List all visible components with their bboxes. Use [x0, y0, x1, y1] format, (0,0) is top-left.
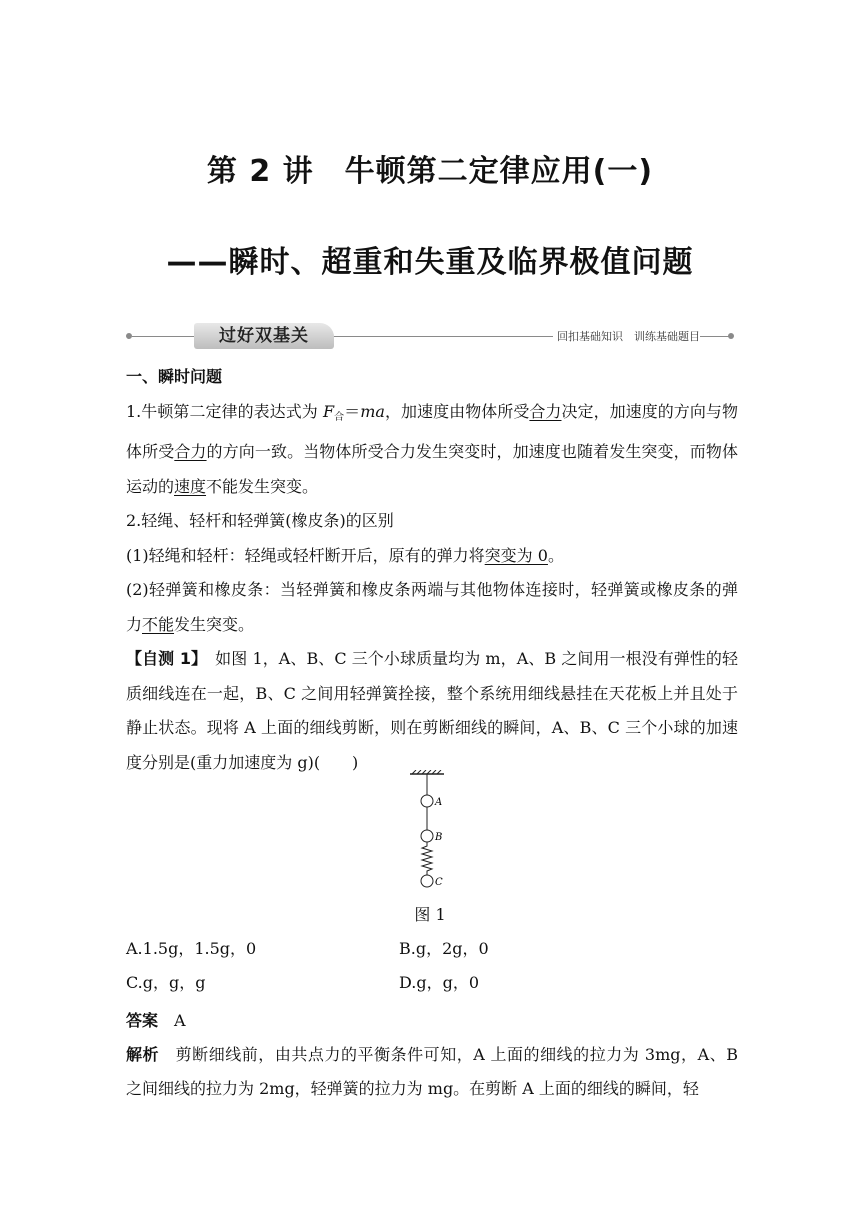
section-heading: 一、瞬时问题: [126, 367, 223, 386]
option-d: D.g，g，0: [399, 973, 480, 992]
answer-line: 答案 A: [126, 1011, 186, 1030]
lecture-title: 第 2 讲 牛顿第二定律应用(一): [206, 154, 654, 189]
label-b: B: [435, 832, 443, 843]
option-c: C.g，g，g: [126, 973, 206, 992]
paragraph-4: (2)轻弹簧和橡皮条：当轻弹簧和橡皮条两端与其他物体连接时，轻弹簧或橡皮条的弹力不能发生突变。: [126, 580, 738, 634]
label-c: C: [435, 877, 443, 888]
analysis-line: 解析 剪断细线前，由共点力的平衡条件可知，A 上面的细线的拉力为 3mg，A、B 之间细线的拉力为 2mg，轻弹簧的拉力为 mg。在剪断 A 上面的细线的瞬间，轻: [126, 1045, 738, 1098]
question-text: 【自测 1】 如图 1，A、B、C 三个小球质量均为 m，A、B 之间用一根没有弹性的轻质细线连在一起，B、C 之间用轻弹簧拴接，整个系统用细线悬挂在天花板上并且处于静止状态。现将 A 上面的细线剪断，则在剪断细线的瞬间，A、B、C 三个小球的加速度分别是(重力加速度为 g)( ): [126, 649, 738, 772]
option-b: B.g，2g，0: [399, 939, 489, 958]
paragraph-3: (1)轻绳和轻杆：轻绳或轻杆断开后，原有的弹力将突变为 0。: [126, 545, 564, 565]
spring: [422, 842, 432, 875]
option-a: A.1.5g，1.5g，0: [126, 939, 257, 958]
section-banner: [126, 323, 734, 351]
answer-block: [126, 1004, 738, 1106]
ball-c: [421, 875, 433, 887]
ball-b: [421, 830, 433, 842]
label-a: A: [435, 797, 443, 808]
ball-a: [421, 795, 433, 807]
banner-label: 过好双基关: [194, 323, 334, 349]
banner-right-text: 回扣基础知识 训练基础题目: [553, 328, 700, 344]
main-content: [126, 360, 738, 780]
banner-dot-right: [728, 333, 734, 339]
lecture-subtitle: ——瞬时、超重和失重及临界极值问题: [166, 245, 694, 280]
paragraph-1: 1.牛顿第二定律的表达式为 $F_合=ma$，加速度由物体所受合力决定，加速度的方向与物体所受合力的方向一致。当物体所受合力发生突变时，加速度也随着发生突变，而物体运动的速度不能发生突变。: [126, 401, 738, 496]
paragraph-2: 2.轻绳、轻杆和轻弹簧(橡皮条)的区别: [126, 511, 394, 530]
figure-caption: 图 1: [414, 905, 446, 924]
spring-ball-figure: [400, 770, 460, 892]
